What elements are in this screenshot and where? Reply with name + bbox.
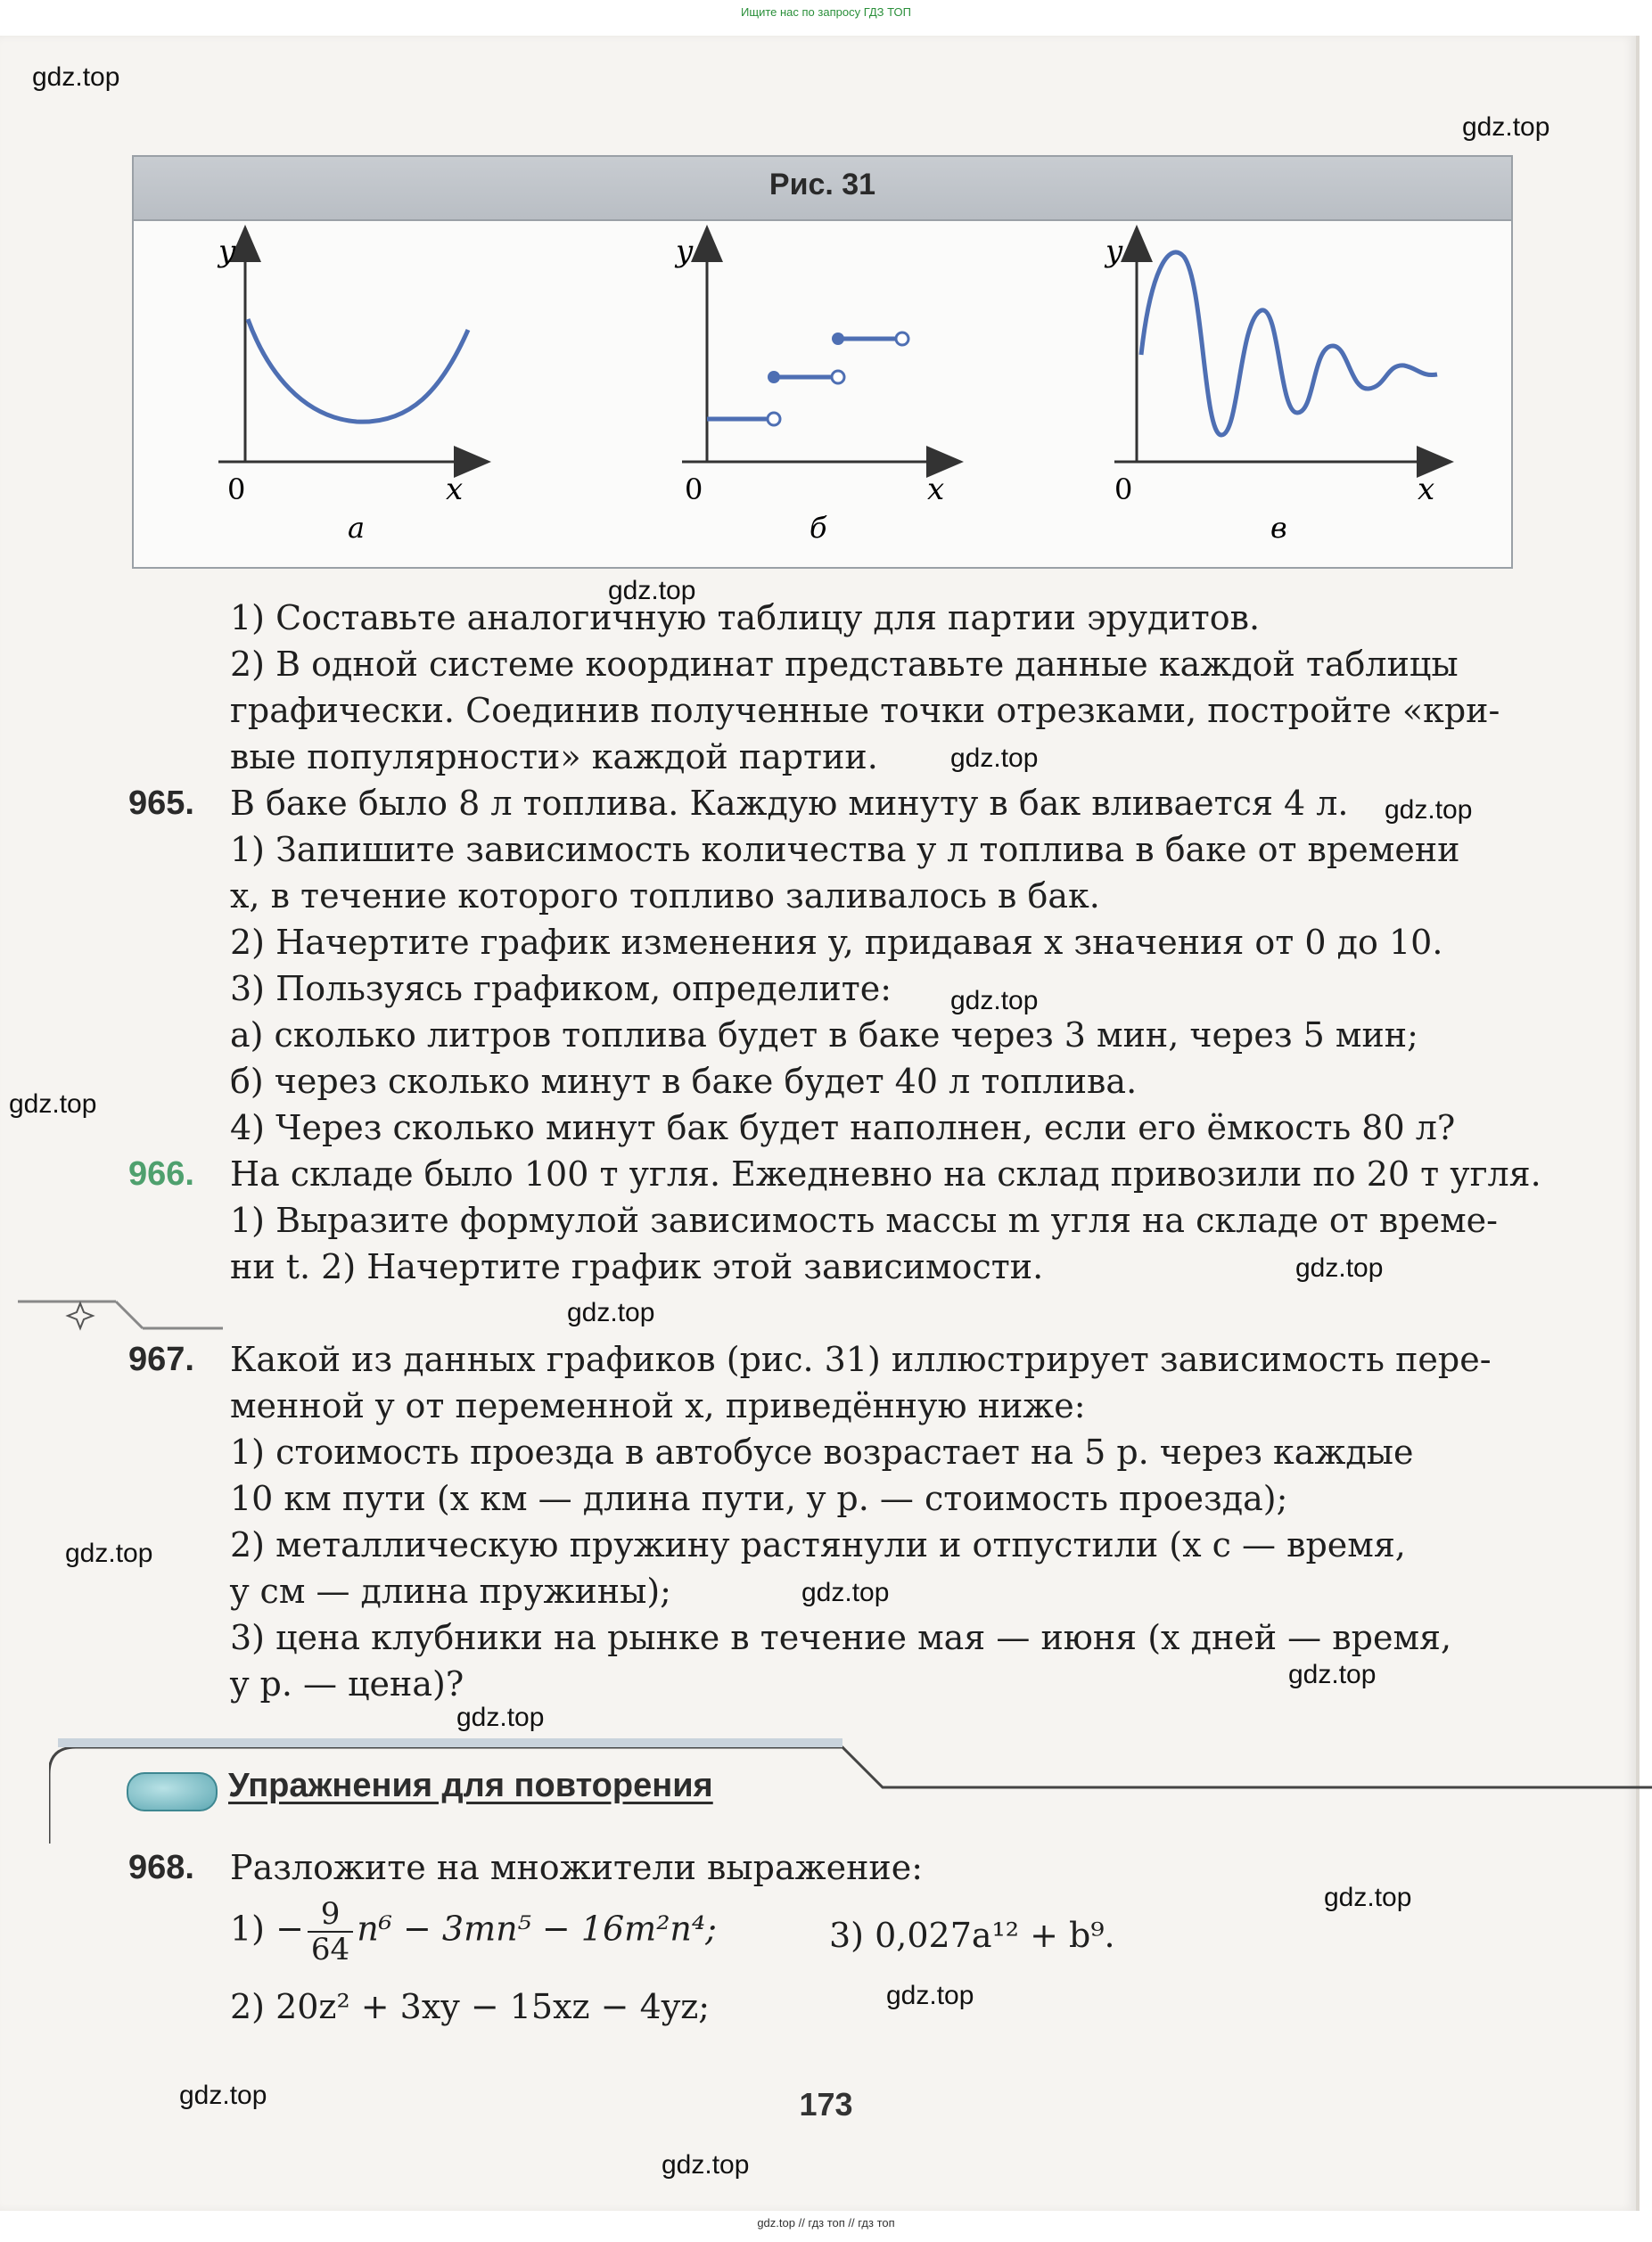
task-966-number: 966. [128,1155,194,1193]
watermark: gdz.top [179,2081,267,2110]
watermark: gdz.top [1288,1660,1377,1689]
watermark: gdz.top [886,1981,974,2010]
task-968-item-1 [230,1897,717,1967]
task-966-text: На складе было 100 т угля. Ежедневно на склад привозили по 20 т угля. [230,1154,1541,1194]
task-965-item-1: 1) Запишите зависимость количества y л топлива в баке от времени [230,830,1460,869]
task-966-item-1-cont: ни t. 2) Начертите график этой зависимости. [230,1247,1044,1286]
task-967-text: Какой из данных графиков (рис. 31) иллюстрирует зависимость пере- [230,1340,1492,1379]
page-number: 173 [799,2086,853,2123]
figure-header [134,157,1511,221]
task-965-item-3b: б) через сколько минут в баке будет 40 л топлива. [230,1062,1138,1101]
task-968-item-2: 2) 20z² + 3xy − 15xz − 4yz; [230,1987,711,2026]
watermark: gdz.top [1324,1883,1412,1912]
graph-b-y-label: y [676,234,694,269]
watermark: gdz.top [801,1578,890,1607]
graph-a-y-label: y [218,234,236,269]
task-965-item-2: 2) Начертите график изменения y, придавая x значения от 0 до 10. [230,923,1443,962]
section-title: Упражнения для повторения [228,1767,713,1804]
graph-a-label: а [348,511,366,545]
task-965-text: В баке было 8 л топлива. Каждую минуту в бак вливается 4 л. [230,784,1349,823]
graph-c-label: в [1270,511,1287,545]
watermark: gdz.top [9,1089,97,1119]
task-967-item-1-cont: 10 км пути (x км — длина пути, y р. — стоимость проезда); [230,1479,1288,1518]
top-banner-watermark: Ищите нас по запросу ГДЗ ТОП [741,5,911,19]
graph-c [1104,230,1449,545]
task-968-item-3: 3) 0,027a¹² + b⁹. [829,1916,1115,1955]
watermark: gdz.top [65,1539,153,1568]
graph-b [674,230,958,545]
task-967-item-2-cont: y см — длина пружины); [230,1572,671,1611]
task-968-number: 968. [128,1849,194,1886]
task-967-number: 967. [128,1341,194,1378]
task-964-item-2-cont: графически. Соединив полученные точки отрезками, постройте «кри- [230,691,1500,730]
graph-b-origin: 0 [685,472,703,506]
task-967-item-3: 3) цена клубники на рынке в течение мая — июня (x дней — время, [230,1618,1452,1657]
watermark: gdz.top [950,986,1039,1015]
task-967-item-1: 1) стоимость проезда в автобусе возрастает на 5 р. через каждые [230,1433,1414,1472]
watermark: gdz.top [32,62,120,92]
fraction-numerator: 9 [308,1897,353,1933]
figure-31 [132,155,1513,569]
task-968-text: Разложите на множители выражение: [230,1848,924,1887]
task-965-item-3: 3) Пользуясь графиком, определите: [230,969,892,1008]
watermark: gdz.top [1295,1253,1384,1283]
watermark: gdz.top [567,1298,655,1327]
graph-a-x-label: x [446,472,464,507]
section-marker-icon [127,1772,218,1811]
watermark: gdz.top [608,576,696,605]
watermark: gdz.top [456,1703,545,1732]
graph-b-label: б [810,511,827,545]
task-967-item-3-cont: y р. — цена)? [230,1664,464,1704]
task-965-item-4: 4) Через сколько минут бак будет наполнен, если его ёмкость 80 л? [230,1108,1456,1147]
task-965-item-3a: а) сколько литров топлива будет в баке через 3 мин, через 5 мин; [230,1015,1418,1055]
watermark: gdz.top [950,743,1039,773]
graph-a [217,230,486,545]
fraction-denominator: 64 [310,1932,350,1967]
task-964-item-2: 2) В одной системе координат представьте данные каждой таблицы [230,645,1459,684]
graph-c-y-label: y [1105,234,1123,269]
task-967-text-cont: менной y от переменной x, приведённую ниже: [230,1386,1086,1425]
graph-c-x-label: x [1418,472,1435,507]
watermark: gdz.top [662,2150,750,2180]
graph-a-origin: 0 [227,472,246,506]
star-divider [18,1296,223,1332]
watermark: gdz.top [1385,795,1473,825]
graph-b-x-label: x [927,472,945,507]
figure-graphs [134,221,1511,565]
graph-c-origin: 0 [1114,472,1133,506]
task-964-item-1: 1) Составьте аналогичную таблицу для партии эрудитов. [230,598,1261,637]
task-964-item-2-end: вые популярности» каждой партии. [230,737,878,776]
task-968-item-1-prefix: 1) − [230,1909,304,1949]
task-966-item-1: 1) Выразите формулой зависимость массы m угля на складе от време- [230,1201,1498,1240]
watermark: gdz.top [1462,112,1550,142]
task-968-item-1-expression: n⁶ − 3mn⁵ − 16m²n⁴; [357,1909,717,1949]
task-965-item-1-cont: x, в течение которого топливо заливалось в бак. [230,876,1100,916]
figure-title: Рис. 31 [768,168,876,201]
bottom-banner-watermark: gdz.top // гдз топ // гдз топ [757,2216,895,2230]
task-965-number: 965. [128,784,194,822]
fraction [308,1897,353,1967]
task-967-item-2: 2) металлическую пружину растянули и отпустили (x с — время, [230,1525,1406,1564]
